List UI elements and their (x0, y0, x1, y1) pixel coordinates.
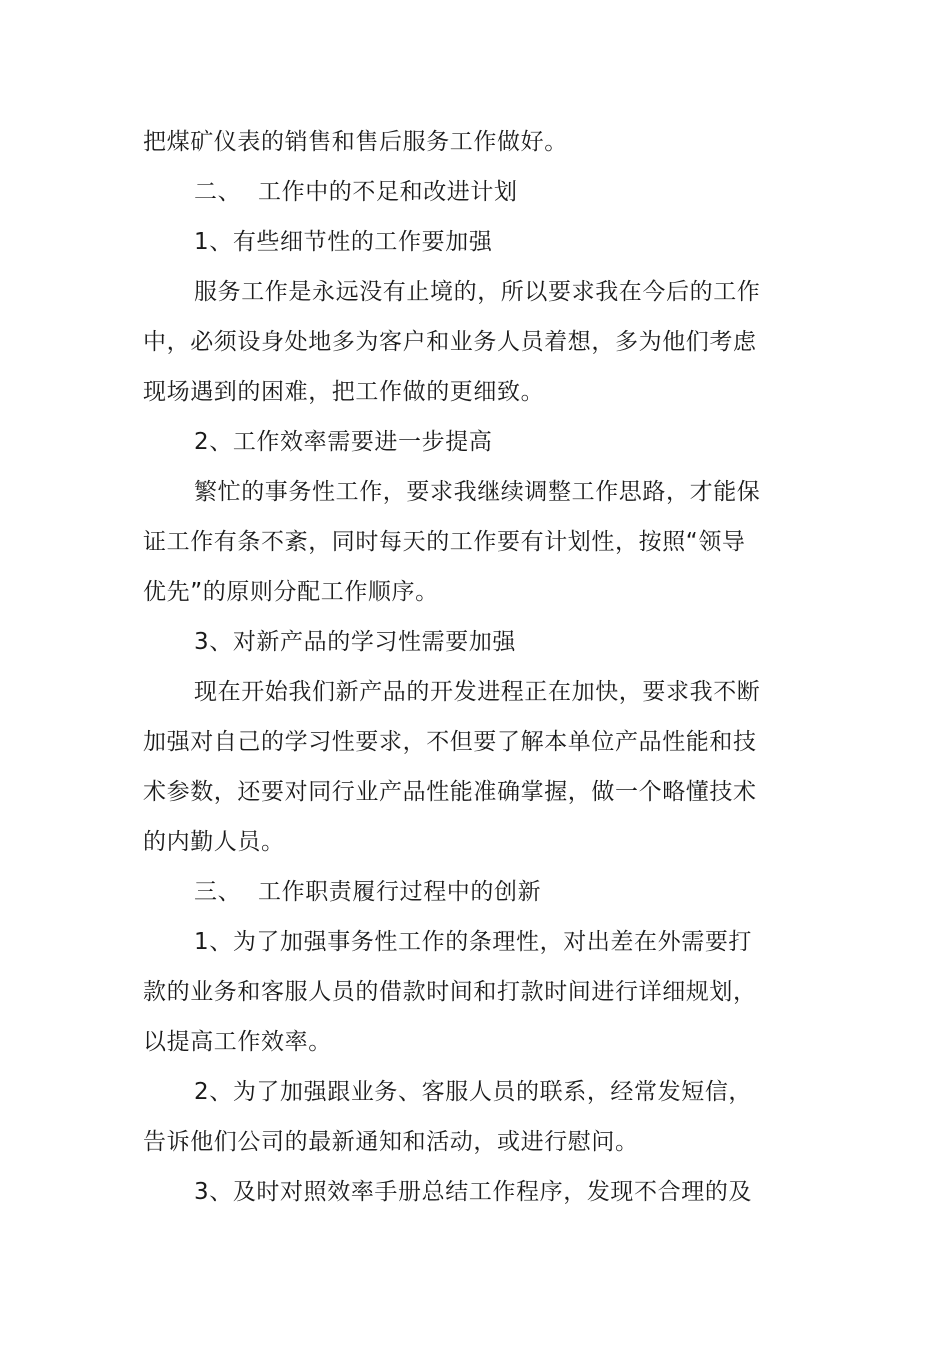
paragraph-line: 繁忙的事务性工作，要求我继续调整工作思路，才能保 (194, 479, 761, 505)
paragraph-line: 的内勤人员。 (143, 829, 285, 855)
paragraph-line: 服务工作是永远没有止境的，所以要求我在今后的工作 (194, 279, 761, 305)
paragraph-line: 1、为了加强事务性工作的条理性，对出差在外需要打 (194, 929, 753, 955)
paragraph-line: 现在开始我们新产品的开发进程正在加快，要求我不断 (194, 679, 761, 705)
paragraph-line: 中，必须设身处地多为客户和业务人员着想，多为他们考虑 (143, 329, 757, 355)
section-number: 二、 (194, 179, 242, 205)
item-heading: 2、工作效率需要进一步提高 (194, 429, 493, 455)
paragraph-line: 以提高工作效率。 (143, 1029, 332, 1055)
paragraph-line: 优先”的原则分配工作顺序。 (143, 579, 439, 605)
paragraph-line: 把煤矿仪表的销售和售后服务工作做好。 (143, 129, 568, 155)
paragraph-line: 现场遇到的困难，把工作做的更细致。 (143, 379, 545, 405)
paragraph-line: 款的业务和客服人员的借款时间和打款时间进行详细规划， (143, 979, 757, 1005)
paragraph-line: 2、为了加强跟业务、客服人员的联系，经常发短信， (194, 1079, 753, 1105)
paragraph-line: 告诉他们公司的最新通知和活动，或进行慰问。 (143, 1129, 639, 1155)
paragraph-line: 证工作有条不紊，同时每天的工作要有计划性，按照“领导 (143, 529, 746, 555)
paragraph-line: 加强对自己的学习性要求，不但要了解本单位产品性能和技 (143, 729, 757, 755)
section-title: 工作中的不足和改进计划 (258, 179, 518, 205)
paragraph-line: 术参数，还要对同行业产品性能准确掌握，做一个略懂技术 (143, 779, 757, 805)
section-heading (0, 877, 950, 907)
section-number: 三、 (194, 879, 242, 905)
item-heading: 1、有些细节性的工作要加强 (194, 229, 493, 255)
item-heading: 3、对新产品的学习性需要加强 (194, 629, 517, 655)
section-title: 工作职责履行过程中的创新 (258, 879, 542, 905)
paragraph-line: 3、及时对照效率手册总结工作程序，发现不合理的及 (194, 1179, 753, 1205)
section-heading (0, 177, 950, 207)
